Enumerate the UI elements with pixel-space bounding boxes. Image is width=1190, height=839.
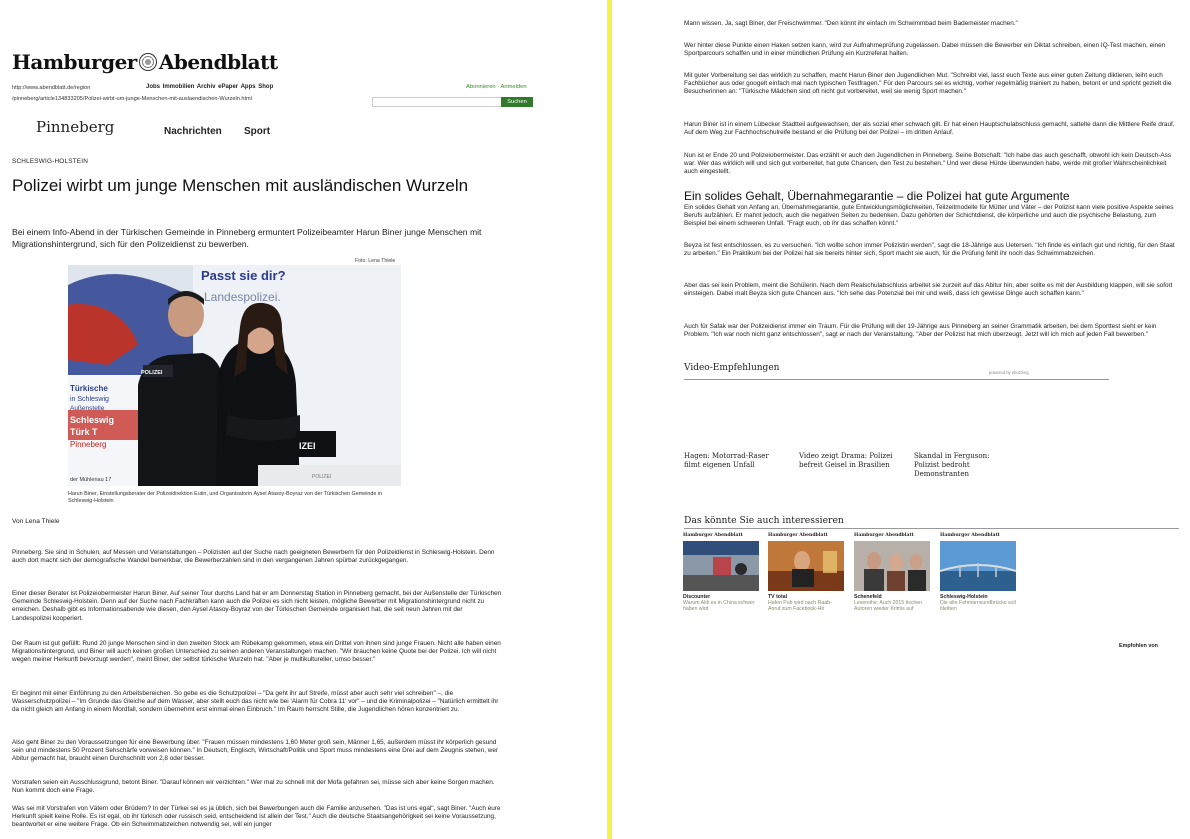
paragraph: Was sei mit Vorstrafen von Vätern oder Brüdern? In der Türkei sei es ja üblich, sich bei Bewerbungen auch die Familie anzusehen. "Das ist uns egal", sagt Biner. "Auch eure Herkunft spielt keine Rolle. Es ist egal, ob ihr türkisch oder russisch seid, entscheidend ist allein der Test." Auch die deutsche Staatsangehörigkeit sei keine Voraussetzung, beantwortet er eine weitere Frage. Ob ein Schwimmabzeichen notwendig sei, will ein junger <box>12 805 501 829</box>
card-brand: Hamburger Abendblatt <box>768 533 828 538</box>
right-page <box>617 0 1190 839</box>
paragraph: Auch für Safak war der Polizeidienst immer ein Traum. Für die Prüfung will der 19-Jährige aus Pinneberg an seiner Grammatik arbeiten, bei dem Sporttest sieht er kein Problem. "Ich war noch nicht ganz entschlossen", sagt er nach der Veranstaltung. "Aber der Polizist hat mich überzeugt. Jetzt will ich mich auf jeden Fall bewerben." <box>684 323 1157 339</box>
card-category: Schleswig-Holstein <box>940 594 988 600</box>
paragraph: Mann wissen. Ja, sagt Biner, der Freischwimmer. "Den könnt ihr einfach im Schwimmbad beim Bademeister machen." <box>684 20 1018 27</box>
article-photo <box>68 265 401 486</box>
recommended-by-label: Empfohlen von <box>1119 643 1158 649</box>
card-thumbnail <box>940 541 1016 591</box>
sign-text-4: Schleswig <box>70 415 115 425</box>
related-card-schenefeld[interactable] <box>854 533 934 613</box>
banner-line1: Passt sie dir? <box>201 268 286 283</box>
sign-text-1: Türkische <box>70 384 108 393</box>
video-link[interactable]: Skandal in Ferguson: Polizist bedroht Demonstranten <box>914 452 990 478</box>
related-card-discounter[interactable] <box>683 533 763 613</box>
video-link[interactable]: Hagen: Motorrad-Raser filmt eigenen Unfall <box>684 452 769 469</box>
article-headline: Polizei wirbt um junge Menschen mit ausländischen Wurzeln <box>12 176 469 195</box>
sign-text-5: Türk T <box>70 427 98 437</box>
paragraph: Vorstrafen seien ein Ausschlussgrund, betont Biner. "Darauf können wir verzichten." Wer mal zu schnell mit der Mofa gefahren sei, müsse sich aber keine Sorgen machen. Nun kommt doch eine Frage. <box>12 779 495 795</box>
powered-by-label: powered by ebuzzing <box>989 370 1029 375</box>
sign-text-7: der Mühlenau 17 <box>70 477 112 483</box>
article-kicker: SCHLESWIG-HOLSTEIN <box>12 158 89 165</box>
paragraph: Nun ist er Ende 20 und Polizeiobermeister. Das erzählt er auch den Jugendlichen in Pinneberg. Seine Botschaft: "Ich habe das auch geschafft, obwohl ich kein Deutsch-Ass war. Wer das wirklich will und sich gut vorbereitet, hat gute Chancen, den Test zu bestehen." Und wer diese Hürde überwunden habe, werde mit großer Wahrscheinlichkeit auch eingestellt. <box>684 152 1172 176</box>
nav-sport[interactable]: Sport <box>244 126 271 137</box>
article-lead: Bei einem Info-Abend in der Türkischen Gemeinde in Pinneberg ermuntert Polizeibeamter Harun Biner junge Menschen mit Migrationshintergrund, sich für den Polizeidienst zu bewerben. <box>12 227 482 249</box>
newspaper-logo[interactable]: Hamburger Abendblatt <box>12 50 278 74</box>
paragraph: Ein solides Gehalt von Anfang an, Übernahmegarantie, gute Entwicklungsmöglichkeiten, Teilzeitmodelle für Mütter und Väter – der Polizist kann viele positive Aspekte seines Berufs aufzählen. Er mahnt jedoch, auch die negativen Seiten zu bedenken. Dazu gehörten der Schichtdienst, die körperliche und auch die psychische Belastung, zum Beispiel bei einem schweren Unfall. "Fragt euch, ob ihr das schaffen könnt." <box>684 204 1174 228</box>
card-thumbnail <box>768 541 844 591</box>
card-text: Lesereihe: Auch 2015 tischen Autoren wieder Krimis auf <box>854 600 923 613</box>
card-category: Discounter <box>683 594 711 600</box>
card-text: Hafen Pub wird nach Raab-Anruf zum Facebook-Hit <box>768 600 832 613</box>
uniform-patch-2: IZEI <box>299 441 316 451</box>
paragraph: Einer dieser Berater ist Polizeiobermeister Harun Biner. Auf seiner Tour durchs Land hat er am Donnerstag Station in Pinneberg gemacht, bei der Außenstelle der Türkischen Gemeinde Schleswig-Holstein. Denn auf der Suche nach Fachkräften kann auch die Polizei es sich nicht leisten, mögliche Bewerber mit Migrationshintergrund nicht zu erreichen. Deshalb gibt es Informationsabende wie diesen, den Aysel Atasoy-Boyraz von der Türkischen Gemeinde organisiert hat, die seit neun Jahren mit der Landespolizei kooperiert. <box>12 590 502 622</box>
banner-line2: Landespolizei. <box>204 290 281 304</box>
related-card-schleswig-holstein[interactable] <box>940 533 1020 613</box>
video-recommendations-heading: Video-Empfehlungen <box>684 363 780 373</box>
search-button[interactable]: Suchen <box>501 97 533 107</box>
paragraph: Der Raum ist gut gefüllt: Rund 20 junge Menschen sind in den zweiten Stock am Rübekamp gekommen, etwa ein Drittel von ihnen sind junge Frauen. Nicht alle haben einen Migrationshintergrund, und Biner will auch keinen großen Unterschied zu seinen anderen Veranstaltungen machen. "Wir brauchen keine Quote bei der Polizei. Ich will nicht wegen meiner Herkunft bevorzugt werden", meint Biner, der selbst türkische Wurzeln hat. "Aber je multikultureller, umso besser." <box>12 640 501 664</box>
photo-caption: Harun Biner, Einstellungsberater der Polizeidirektion Eutin, und Organisatorin Aysel Atasoy-Boyraz von der Türkischen Gemeinde in Schleswig-Holstein <box>68 491 383 504</box>
photo-illustration <box>68 265 401 486</box>
uniform-patch-1: POLIZEI <box>141 370 163 376</box>
sign-text-2: in Schleswig <box>70 396 109 403</box>
paragraph: Er beginnt mit einer Einführung zu den Arbeitsbereichen. So gebe es die Schutzpolizei – "Da geht ihr auf Streife, müsst aber auch sehr viel schreiben" –, die Wasserschutzpolizei – "Im Grunde das Gleiche auf dem Wasser, aber stellt euch das nicht wie bei 'Alarm für Cobra 11' vor" – und die Kriminalpolizei – "Natürlich ermittelt ihr da nicht gleich am Anfang in einem Mordfall, sondern übernehmt erst einmal einen Einbruch." Im Raum herrscht Stille, die Jugendlichen hören konzentriert zu. <box>12 690 499 714</box>
paragraph: Mit guter Vorbereitung sei das wirklich zu schaffen, macht Harun Biner den Jugendlichen Mut. "Schreibt viel, lasst euch Texte aus einer guten Zeitung diktieren, leiht euch Fachbücher aus oder googelt einfach mal nach typischen Testfragen." Für den Parcours sei es wichtig, vorher regelmäßig trainiert zu haben, betont er und spricht gezielt die Besucherinnen an: "Türkische Mädchen sind oft nicht gut vorbereitet, weil sie wenig Sport machen." <box>684 72 1172 96</box>
sign-text-3: Außenstelle <box>70 405 105 412</box>
card-thumbnail <box>683 541 759 591</box>
page-divider <box>607 0 612 839</box>
paragraph: Wer hinter diese Punkte einen Haken setzen kann, wird zur Aufnahmeprüfung zugelassen. Dabei müssen die Bewerber ein Diktat schreiben, einen IQ-Test machen, einen Sportparcours schaffen und in einer mündlichen Prüfung ein Kurzreferat halten. <box>684 42 1166 58</box>
section-title[interactable]: Pinneberg <box>36 118 115 136</box>
paragraph: Beyza ist fest entschlossen, es zu versuchen. "Ich wollte schon immer Polizistin werden", sagt die 18-Jährige aus Uetersen. "Ich finde es einfach gut und richtig, für den Staat zu arbeiten." Ein Praktikum bei der Polizei hat sie bereits hinter sich, Sport macht sie auch, für die Prüfung fehlt ihr noch das Schwimmabzeichen. <box>684 242 1175 258</box>
card-text: Warum Aldi es in China schwer haben wird <box>683 600 755 613</box>
video-link[interactable]: Video zeigt Drama: Polizei befreit Geisel in Brasilien <box>799 452 893 469</box>
paragraph: Also geht Biner zu den Voraussetzungen für eine Bewerbung über. "Frauen müssen mindestens 1,60 Meter groß sein, Männer 1,65, außerdem müsst ihr körperlich gesund sein und mindestens 50 Prozent Sehschärfe vorweisen können." In Deutsch, Englisch, Wirtschaft/Politik und Sport muss mindestens eine Drei auf dem Zeugnis stehen, wer Abitur gemacht hat, braucht einen Durchschnitt von 2,8 oder besser. <box>12 739 499 763</box>
card-brand: Hamburger Abendblatt <box>940 533 1000 538</box>
top-nav-links[interactable]: Jobs Immobilien Archiv ePaper Apps Shop <box>146 84 274 90</box>
search-input[interactable] <box>372 97 502 107</box>
card-brand: Hamburger Abendblatt <box>683 533 743 538</box>
card-thumbnail <box>854 541 930 591</box>
page-url-path: /pinneberg/article134833205/Polizei-wirbt-um-junge-Menschen-mit-auslaendischen-Wurzeln.html <box>12 96 252 102</box>
sign-text-6: Pinneberg <box>70 440 107 449</box>
article-subheading: Ein solides Gehalt, Übernahmegarantie – die Polizei hat gute Argumente <box>684 189 1070 203</box>
uniform-patch-3: POLIZEI <box>312 474 332 480</box>
page-url: http://www.abendblatt.de/region <box>12 85 91 91</box>
card-category: TV total <box>768 594 788 600</box>
paragraph: Pinneberg. Sie sind in Schulen, auf Messen und Veranstaltungen – Polizisten auf der Suche nach geeigneten Bewerbern für den Polizeidienst in Schleswig-Holstein. Denn auch dort macht sich der demografische Wandel bemerkbar, die Bewerberzahlen sind in den vergangenen Jahren spürbar zurückgegangen. <box>12 549 495 565</box>
subscribe-login-links[interactable]: Abonnieren · Anmelden <box>466 84 527 90</box>
paragraph: Harun Biner ist in einem Lübecker Stadtteil aufgewachsen, der als sozial eher schwach gilt. Er hat einen Hauptschulabschluss gemacht, sattelte dann die Mittlere Reife drauf. Auf dem Weg zur Fachhochschulreife bestand er die Prüfung bei der Polizei – im dritten Anlauf. <box>684 121 1175 137</box>
card-category: Schenefeld <box>854 594 882 600</box>
related-card-tv-total[interactable] <box>768 533 848 613</box>
card-brand: Hamburger Abendblatt <box>854 533 914 538</box>
photo-credit: Foto: Lena Thiele <box>355 258 396 264</box>
paragraph: Aber das sei kein Problem, meint die Schülerin. Nach dem Realschulabschluss arbeitet sie zurzeit auf das Abitur hin, aber sollte es mit der Ausbildung klappen, will sie sofort einsteigen. Dabei malt Beyza sich gute Chancen aus. "Ich sehe das Potenzial bei mir und weiß, dass ich gewisse Dinge auch schaffen kann." <box>684 282 1173 298</box>
divider-line <box>684 528 1179 529</box>
card-text: Die alte Fehmarnsundbrücke soll bleiben <box>940 600 1016 613</box>
divider-line <box>684 379 1109 380</box>
article-author: Von Lena Thiele <box>12 518 60 525</box>
related-heading: Das könnte Sie auch interessieren <box>684 515 844 526</box>
nav-nachrichten[interactable]: Nachrichten <box>164 126 222 137</box>
logo-seal-icon <box>139 53 157 71</box>
